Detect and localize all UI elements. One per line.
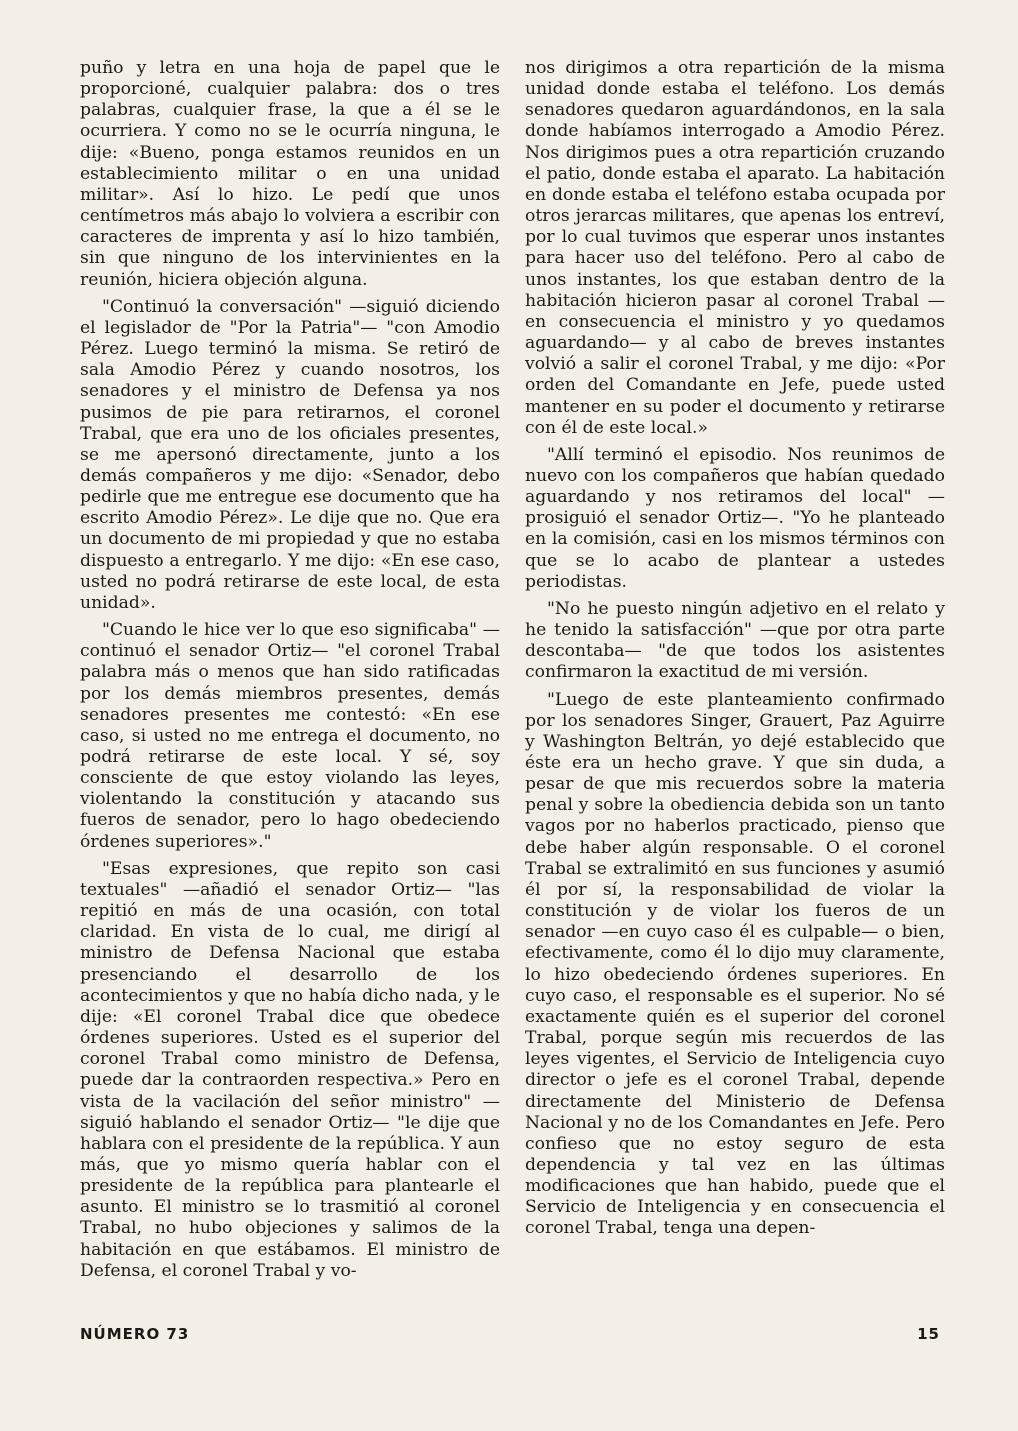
paragraph: "Cuando le hice ver lo que eso significaba" —continuó el senador Ortiz— "el coronel Trabal palabra más o menos que han sido ratificadas por los demás miembros presentes, demás senadores presentes me contestó: «En ese caso, si usted no me entrega el documento, no podrá retirarse de este local. Y sé, soy consciente de que estoy violando las leyes, violentando la constitución y atacando sus fueros de senador, pero lo hago obedeciendo órdenes superiores»." <box>80 620 500 852</box>
paragraph: nos dirigimos a otra repartición de la misma unidad donde estaba el teléfono. Los demás senadores quedaron aguardándonos, en la sala donde habíamos interrogado a Amodio Pérez. Nos dirigimos pues a otra repartición cruzando el patio, donde estaba el aparato. La habitación en donde estaba el teléfono estaba ocupada por otros jerarcas militares, que apenas los entreví, por lo cual tuvimos que esperar unos instantes para hacer uso del teléfono. Pero al cabo de unos instantes, los que estaban dentro de la habitación hicieron pasar al coronel Trabal —en consecuencia el ministro y yo quedamos aguardando— y al cabo de breves instantes volvió a salir el coronel Trabal, y me dijo: «Por orden del Comandante en Jefe, puede usted mantener en su poder el documento y retirarse con él de este local.» <box>525 58 945 438</box>
paragraph: puño y letra en una hoja de papel que le proporcioné, cualquier palabra: dos o tres palabras, cualquier frase, la que a él se le ocurriera. Y como no se le ocurría ninguna, le dije: «Bueno, ponga estamos reunidos en un establecimiento militar o en una unidad militar». Así lo hizo. Le pedí que unos centímetros más abajo lo volviera a escribir con caracteres de imprenta y así lo hizo también, sin que ninguno de los intervinientes en la reunión, hiciera objeción alguna. <box>80 58 500 290</box>
paragraph: "Allí terminó el episodio. Nos reunimos de nuevo con los compañeros que habían quedado aguardando y nos retiramos del local" —prosiguió el senador Ortiz—. "Yo he planteado en la comisión, casi en los mismos términos con que se lo acabo de plantear a ustedes periodistas. <box>525 444 945 592</box>
paragraph: "Esas expresiones, que repito son casi textuales" —añadió el senador Ortiz— "las repitió en más de una ocasión, con total claridad. En vista de lo cual, me dirigí al ministro de Defensa Nacional que estaba presenciando el desarrollo de los acontecimientos y que no había dicho nada, y le dije: «El coronel Trabal dice que obedece órdenes superiores. Usted es el superior del coronel Trabal como ministro de Defensa, puede dar la contraorden respectiva.» Pero en vista de la vacilación del señor ministro" —siguió hablando el senador Ortiz— "le dije que hablara con el presidente de la república. Y aun más, que yo mismo quería hablar con el presidente de la república para plantearle el asunto. El ministro se lo trasmitió al coronel Trabal, no hubo objeciones y salimos de la habitación en que estábamos. El ministro de Defensa, el coronel Trabal y vo- <box>80 858 500 1281</box>
left-column <box>80 58 500 1288</box>
right-column <box>525 58 945 1246</box>
paragraph: "Luego de este planteamiento confirmado por los senadores Singer, Grauert, Paz Aguirre y Washington Beltrán, yo dejé establecido que éste era un hecho grave. Y que sin duda, a pesar de que mis recuerdos sobre la materia penal y sobre la obediencia debida son un tanto vagos por no haberlos practicado, pienso que debe haber algún responsable. O el coronel Trabal se extralimitó en sus funciones y asumió él por sí, la responsabilidad de violar la constitución y de violar los fueros de un senador —en cuyo caso él es culpable— o bien, efectivamente, como él lo dijo muy claramente, lo hizo obedeciendo órdenes superiores. En cuyo caso, el responsable es el superior. No sé exactamente quién es el superior del coronel Trabal, porque según mis recuerdos de las leyes vigentes, el Servicio de Inteligencia cuyo director o jefe es el coronel Trabal, depende directamente del Ministerio de Defensa Nacional y no de los Comandantes en Jefe. Pero confieso que no estoy seguro de esta dependencia y tal vez en las últimas modificaciones que han habido, puede que el Servicio de Inteligencia y en consecuencia el coronel Trabal, tenga una depen- <box>525 689 945 1239</box>
paragraph: "No he puesto ningún adjetivo en el relato y he tenido la satisfacción" —que por otra parte descontaba— "de que todos los asistentes confirmaron la exactitud de mi versión. <box>525 598 945 683</box>
issue-label: NÚMERO 73 <box>80 1325 190 1343</box>
page-number: 15 <box>917 1325 940 1343</box>
paragraph: "Continuó la conversación" —siguió diciendo el legislador de "Por la Patria"— "con Amodio Pérez. Luego terminó la misma. Se retiró de sala Amodio Pérez y cuando nosotros, los senadores y el ministro de Defensa ya nos pusimos de pie para retirarnos, el coronel Trabal, que era uno de los oficiales presentes, se me apersonó directamente, junto a los demás compañeros y me dijo: «Senador, debo pedirle que me entregue ese documento que ha escrito Amodio Pérez». Le dije que no. Que era un documento de mi propiedad y que no estaba dispuesto a entregarlo. Y me dijo: «En ese caso, usted no podrá retirarse de este local, de esta unidad». <box>80 296 500 613</box>
